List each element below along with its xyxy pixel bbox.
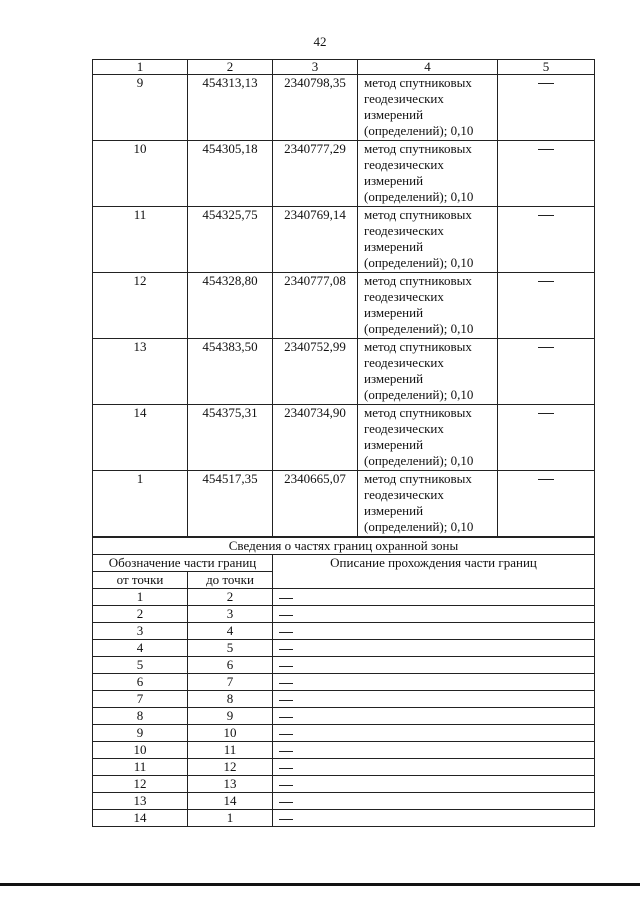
method-cell	[358, 471, 498, 537]
method-cell	[358, 141, 498, 207]
method-line: (определений); 0,10	[364, 255, 474, 270]
x-coordinate: 454325,75	[188, 207, 273, 273]
method-line: геодезических	[364, 223, 444, 238]
description-dash	[279, 768, 293, 769]
note-cell	[498, 141, 595, 207]
point-number: 1	[93, 471, 188, 537]
x-coordinate: 454383,50	[188, 339, 273, 405]
description-cell	[273, 742, 595, 759]
point-number: 9	[93, 75, 188, 141]
description-cell	[273, 759, 595, 776]
method-line: (определений); 0,10	[364, 189, 474, 204]
boundary-part-row	[93, 810, 595, 827]
boundary-part-row	[93, 589, 595, 606]
method-line: метод спутниковых	[364, 471, 472, 486]
y-coordinate: 2340769,14	[273, 207, 358, 273]
to-point: 10	[188, 725, 273, 742]
note-dash	[538, 149, 554, 150]
from-point: 1	[93, 589, 188, 606]
method-line: метод спутниковых	[364, 75, 472, 90]
boundary-part-row	[93, 708, 595, 725]
method-line: метод спутниковых	[364, 339, 472, 354]
description-dash	[279, 666, 293, 667]
y-coordinate: 2340777,29	[273, 141, 358, 207]
from-point-header: от точки	[93, 572, 188, 589]
from-point: 14	[93, 810, 188, 827]
method-line: измерений	[364, 371, 424, 386]
description-dash	[279, 683, 293, 684]
method-cell	[358, 207, 498, 273]
description-header: Описание прохождения части границ	[273, 555, 595, 589]
description-cell	[273, 589, 595, 606]
note-dash	[538, 479, 554, 480]
from-point: 9	[93, 725, 188, 742]
coordinate-row	[93, 339, 595, 405]
page-number: 42	[313, 34, 327, 49]
description-cell	[273, 640, 595, 657]
point-number: 11	[93, 207, 188, 273]
method-line: измерений	[364, 437, 424, 452]
y-coordinate: 2340752,99	[273, 339, 358, 405]
point-number: 10	[93, 141, 188, 207]
method-cell	[358, 273, 498, 339]
to-point: 3	[188, 606, 273, 623]
column-header: 3	[273, 60, 358, 75]
to-point: 5	[188, 640, 273, 657]
column-header: 2	[188, 60, 273, 75]
description-dash	[279, 802, 293, 803]
x-coordinate: 454313,13	[188, 75, 273, 141]
from-point: 2	[93, 606, 188, 623]
description-dash	[279, 615, 293, 616]
coordinates-header-row	[93, 60, 595, 75]
method-line: измерений	[364, 107, 424, 122]
method-line: геодезических	[364, 157, 444, 172]
description-cell	[273, 810, 595, 827]
coordinate-row	[93, 471, 595, 537]
bottom-rule	[0, 883, 640, 886]
coordinate-row	[93, 207, 595, 273]
boundary-parts-table	[92, 537, 595, 827]
x-coordinate: 454517,35	[188, 471, 273, 537]
x-coordinate: 454375,31	[188, 405, 273, 471]
from-point: 11	[93, 759, 188, 776]
coordinate-row	[93, 141, 595, 207]
y-coordinate: 2340798,35	[273, 75, 358, 141]
method-line: геодезических	[364, 91, 444, 106]
description-cell	[273, 725, 595, 742]
method-line: (определений); 0,10	[364, 453, 474, 468]
description-dash	[279, 751, 293, 752]
from-point: 3	[93, 623, 188, 640]
method-line: (определений); 0,10	[364, 387, 474, 402]
parts-table-title: Сведения о частях границ охранной зоны	[93, 538, 595, 555]
from-point: 10	[93, 742, 188, 759]
from-point: 5	[93, 657, 188, 674]
column-header: 4	[358, 60, 498, 75]
method-line: измерений	[364, 503, 424, 518]
description-dash	[279, 819, 293, 820]
to-point: 9	[188, 708, 273, 725]
method-cell	[358, 339, 498, 405]
parts-title-row	[93, 538, 595, 555]
x-coordinate: 454305,18	[188, 141, 273, 207]
to-point: 12	[188, 759, 273, 776]
description-cell	[273, 606, 595, 623]
method-cell	[358, 75, 498, 141]
method-line: геодезических	[364, 355, 444, 370]
point-number: 13	[93, 339, 188, 405]
coordinate-row	[93, 405, 595, 471]
method-line: метод спутниковых	[364, 141, 472, 156]
description-cell	[273, 793, 595, 810]
description-cell	[273, 776, 595, 793]
coordinate-row	[93, 273, 595, 339]
to-point: 2	[188, 589, 273, 606]
note-dash	[538, 413, 554, 414]
x-coordinate: 454328,80	[188, 273, 273, 339]
designation-header: Обозначение части границ	[93, 555, 273, 572]
method-line: измерений	[364, 305, 424, 320]
note-dash	[538, 281, 554, 282]
boundary-part-row	[93, 793, 595, 810]
boundary-part-row	[93, 640, 595, 657]
boundary-part-row	[93, 776, 595, 793]
coordinates-table	[92, 59, 595, 537]
to-point: 8	[188, 691, 273, 708]
description-dash	[279, 717, 293, 718]
method-line: (определений); 0,10	[364, 321, 474, 336]
to-point: 6	[188, 657, 273, 674]
method-line: метод спутниковых	[364, 273, 472, 288]
point-number: 12	[93, 273, 188, 339]
from-point: 8	[93, 708, 188, 725]
boundary-part-row	[93, 759, 595, 776]
to-point: 13	[188, 776, 273, 793]
method-line: метод спутниковых	[364, 207, 472, 222]
note-cell	[498, 339, 595, 405]
boundary-part-row	[93, 674, 595, 691]
to-point: 4	[188, 623, 273, 640]
parts-header-row	[93, 555, 595, 572]
to-point: 14	[188, 793, 273, 810]
point-number: 14	[93, 405, 188, 471]
description-cell	[273, 623, 595, 640]
boundary-part-row	[93, 623, 595, 640]
description-cell	[273, 691, 595, 708]
boundary-part-row	[93, 691, 595, 708]
y-coordinate: 2340665,07	[273, 471, 358, 537]
to-point: 11	[188, 742, 273, 759]
method-line: (определений); 0,10	[364, 123, 474, 138]
boundary-part-row	[93, 725, 595, 742]
description-dash	[279, 700, 293, 701]
from-point: 12	[93, 776, 188, 793]
description-cell	[273, 708, 595, 725]
from-point: 4	[93, 640, 188, 657]
note-dash	[538, 83, 554, 84]
to-point: 1	[188, 810, 273, 827]
from-point: 13	[93, 793, 188, 810]
y-coordinate: 2340734,90	[273, 405, 358, 471]
method-line: (определений); 0,10	[364, 519, 474, 534]
boundary-part-row	[93, 742, 595, 759]
description-cell	[273, 657, 595, 674]
note-cell	[498, 405, 595, 471]
description-dash	[279, 785, 293, 786]
note-cell	[498, 75, 595, 141]
method-line: измерений	[364, 239, 424, 254]
to-point: 7	[188, 674, 273, 691]
note-dash	[538, 215, 554, 216]
column-header: 5	[498, 60, 595, 75]
description-dash	[279, 632, 293, 633]
method-line: геодезических	[364, 487, 444, 502]
description-cell	[273, 674, 595, 691]
note-cell	[498, 207, 595, 273]
note-dash	[538, 347, 554, 348]
to-point-header: до точки	[188, 572, 273, 589]
from-point: 6	[93, 674, 188, 691]
note-cell	[498, 471, 595, 537]
method-line: измерений	[364, 173, 424, 188]
description-dash	[279, 598, 293, 599]
method-line: геодезических	[364, 421, 444, 436]
y-coordinate: 2340777,08	[273, 273, 358, 339]
method-line: метод спутниковых	[364, 405, 472, 420]
coordinate-row	[93, 75, 595, 141]
method-cell	[358, 405, 498, 471]
note-cell	[498, 273, 595, 339]
boundary-part-row	[93, 606, 595, 623]
from-point: 7	[93, 691, 188, 708]
description-dash	[279, 649, 293, 650]
boundary-part-row	[93, 657, 595, 674]
description-dash	[279, 734, 293, 735]
column-header: 1	[93, 60, 188, 75]
method-line: геодезических	[364, 289, 444, 304]
